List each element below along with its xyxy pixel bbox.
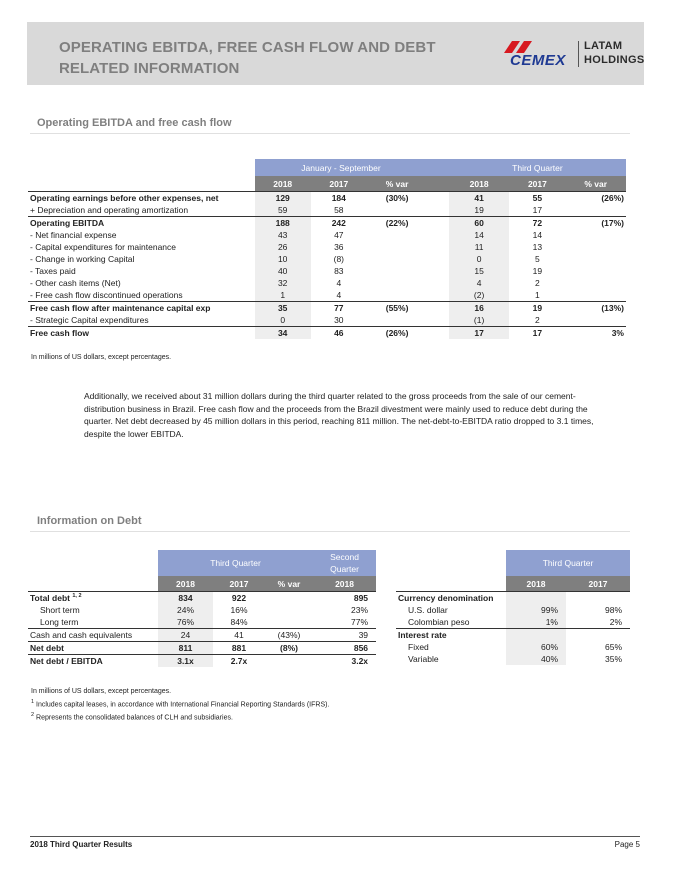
table-row [396, 604, 630, 616]
cell-value: 3% [565, 327, 626, 340]
row-label: - Free cash flow discontinued operations [30, 290, 183, 300]
blank-cell [28, 550, 158, 576]
row-label: Operating EBITDA [28, 217, 255, 230]
gap-cell [427, 217, 449, 230]
gap-cell [427, 192, 449, 205]
cell-value: (17%) [565, 217, 626, 230]
cell-value: 2.7x [213, 655, 265, 668]
cell-value: 0 [255, 314, 311, 327]
cell-value: 4 [336, 278, 342, 288]
cell-value [367, 277, 427, 289]
table-row [396, 616, 630, 629]
cell-value: 922 [213, 592, 265, 605]
table-row [28, 616, 376, 629]
table-row [28, 655, 376, 668]
row-label [28, 616, 158, 629]
cemex-latam-logo [498, 39, 645, 69]
cell-value: 26 [255, 241, 311, 253]
gap-cell [427, 204, 449, 217]
row-label: - Strategic Capital expenditures [30, 315, 149, 325]
table-row [28, 229, 626, 241]
gap-cell [427, 253, 449, 265]
cell-value: 0 [449, 253, 509, 265]
table-row [396, 641, 630, 653]
cell-value: (30%) [367, 192, 427, 205]
row-label [28, 655, 158, 668]
cell-value [367, 253, 427, 265]
cell-value [506, 629, 566, 642]
blank-cell [28, 159, 255, 176]
logo-cemex-text: CEMEX [510, 52, 566, 69]
cell-value: 39 [313, 629, 376, 642]
cell-value: 32 [255, 277, 311, 289]
cell-value: 99% [506, 604, 566, 616]
blank-cell [396, 550, 506, 576]
section-rule-ebitda [30, 133, 630, 134]
ebitda-table [28, 159, 626, 339]
body-paragraph: Additionally, we received about 31 million dollars during the third quarter related to the gross proceeds from the sale of our cement-distribution business in Brazil. Free cash flow and the proceeds from the Brazil divestment were mainly used to reduce debt during the quarter. Net debt decreased by 45 million dollars in this period, reaching 811 million. The net-debt-to-EBITDA ratio dropped to 3.1 times, despite the lower EBITDA. [84, 391, 594, 440]
table-row [28, 314, 626, 327]
col-header: 2018 [506, 576, 566, 592]
row-label-text: Long term [40, 617, 79, 627]
logo-latam-text [584, 39, 644, 67]
cell-value: 60 [449, 217, 509, 230]
row-label-text: Net debt / EBITDA [30, 656, 103, 666]
table-row [28, 629, 376, 642]
cell-value: 19 [532, 266, 543, 276]
ebitda-note: In millions of US dollars, except percentages. [31, 354, 172, 361]
cell-value [265, 592, 313, 605]
row-label: - Change in working Capital [30, 254, 135, 264]
gap-cell [427, 241, 449, 253]
table-row [28, 642, 376, 655]
gap-cell [427, 229, 449, 241]
cell-value: 23% [351, 605, 369, 615]
table-row [396, 592, 630, 605]
cell-value: 84% [230, 617, 248, 627]
gap-cell [427, 302, 449, 315]
table-row [28, 204, 626, 217]
cell-value: 43 [255, 229, 311, 241]
cell-value: 72 [509, 217, 565, 230]
col-header: % var [265, 576, 313, 592]
cell-value: 834 [158, 592, 213, 605]
cell-value: 55 [509, 192, 565, 205]
cell-value: 58 [334, 205, 344, 215]
col-header: 2018 [158, 576, 213, 592]
cell-value: 98% [605, 605, 623, 615]
group-header-third-quarter-right: Third Quarter [506, 550, 630, 576]
cell-value: 40 [255, 265, 311, 277]
cell-value: 15 [449, 265, 509, 277]
cell-value: 811 [158, 642, 213, 655]
row-label [28, 604, 158, 616]
cell-value: (13%) [565, 302, 626, 315]
cell-value: 19 [509, 302, 565, 315]
cell-value: 46 [311, 327, 367, 340]
cell-value: 3.1x [158, 655, 213, 668]
footnote-marker: 2 [31, 712, 35, 719]
cell-value [367, 241, 427, 253]
cell-value: 77 [311, 302, 367, 315]
cell-value: 16% [230, 605, 248, 615]
footer-rule [30, 836, 640, 837]
col-header: 2018 [449, 176, 509, 192]
table-row [28, 302, 626, 315]
logo-divider [578, 41, 579, 67]
col-header: 2017 [566, 576, 630, 592]
cell-value: 41 [449, 192, 509, 205]
row-label [28, 642, 158, 655]
cell-value: 3.2x [313, 655, 376, 668]
group-header-gap [427, 159, 449, 176]
cell-value: 83 [334, 266, 344, 276]
table-row [28, 217, 626, 230]
table-row [28, 592, 376, 605]
cell-value [566, 629, 630, 642]
gap-cell [427, 314, 449, 327]
table-row [28, 327, 626, 340]
footer-left [30, 840, 132, 849]
cell-value: 4 [336, 290, 342, 300]
cell-value: 19 [449, 204, 509, 217]
cell-value: (55%) [367, 302, 427, 315]
cell-value: 34 [255, 327, 311, 340]
row-label: - Taxes paid [30, 266, 76, 276]
row-label: - Capital expenditures for maintenance [30, 242, 176, 252]
table-row [28, 241, 626, 253]
debt-note-2 [31, 697, 329, 710]
debt-note-2-text: Includes capital leases, in accordance with International Financial Reporting Standards (IFRS). [36, 701, 330, 709]
cell-value [506, 592, 566, 605]
cell-value: 47 [334, 230, 344, 240]
debt-notes [31, 687, 329, 724]
cell-value: 10 [255, 253, 311, 265]
cell-value: 76% [158, 616, 213, 629]
page-header [27, 22, 644, 85]
gap-cell [427, 265, 449, 277]
cell-value: 30 [334, 315, 344, 325]
cell-value: (8) [333, 254, 344, 264]
cell-value: 36 [334, 242, 344, 252]
footer-report-name: 2018 Third Quarter Results [30, 840, 133, 849]
cell-value: (1) [449, 314, 509, 327]
table-row [396, 629, 630, 642]
cell-value: 1 [535, 290, 540, 300]
row-label: - Net financial expense [30, 230, 117, 240]
cell-value: 188 [255, 217, 311, 230]
cell-value: 40% [506, 653, 566, 665]
cell-value: (2) [449, 289, 509, 302]
row-label [28, 592, 158, 605]
cell-value: 17 [449, 327, 509, 340]
cell-value: 2 [535, 278, 540, 288]
debt-table [28, 550, 376, 667]
col-header: % var [367, 176, 427, 192]
row-label: Colombian peso [408, 617, 470, 627]
cell-value: 35 [255, 302, 311, 315]
second-quarter-line1: Second [330, 552, 359, 562]
table-row [28, 604, 376, 616]
cell-value: 35% [605, 654, 623, 664]
cell-value: (26%) [565, 192, 626, 205]
cell-value: (43%) [265, 629, 313, 642]
group-header-third-quarter: Third Quarter [449, 159, 626, 176]
col-header: 2018 [255, 176, 311, 192]
cell-value: 13 [532, 242, 543, 252]
cell-value: 60% [506, 641, 566, 653]
footer-page-number: Page 5 [614, 840, 640, 849]
cell-value: 4 [449, 277, 509, 289]
gap-cell [427, 289, 449, 302]
cell-value: 14 [449, 229, 509, 241]
page-title-line2: RELATED INFORMATION [59, 60, 240, 77]
row-label-text: Cash and cash equivalents [30, 630, 133, 640]
cell-value: 184 [311, 192, 367, 205]
cell-value [367, 204, 427, 217]
group-header-third-quarter: Third Quarter [158, 550, 313, 576]
blank-cell [396, 576, 506, 592]
row-label: - Other cash items (Net) [30, 278, 121, 288]
table-row [28, 253, 626, 265]
row-label-text: Net debt [30, 643, 64, 653]
debt-note-3-text: Represents the consolidated balances of CLH and subsidiaries. [36, 714, 233, 722]
table-row [396, 653, 630, 665]
col-header: 2017 [213, 576, 265, 592]
cell-value: 24% [158, 604, 213, 616]
page-title [59, 37, 436, 79]
cell-value: 881 [213, 642, 265, 655]
cell-value: 2% [609, 617, 623, 627]
row-label: Operating earnings before other expenses, net [28, 192, 255, 205]
cell-value [566, 592, 630, 605]
footnote-marker: 1, 2 [72, 593, 82, 600]
gap-cell [427, 327, 449, 340]
cell-value: (26%) [367, 327, 427, 340]
cell-value [367, 314, 427, 327]
cell-value: 65% [605, 642, 623, 652]
row-label-text: Total debt [30, 593, 70, 603]
cell-value: 1 [255, 289, 311, 302]
cell-value [565, 289, 626, 302]
logo-latam-line2: HOLDINGS [584, 54, 645, 66]
table-row [28, 277, 626, 289]
cell-value: 129 [255, 192, 311, 205]
cell-value [565, 314, 626, 327]
page-title-line1: OPERATING EBITDA, FREE CASH FLOW AND DEBT [59, 39, 436, 56]
cell-value: 2 [535, 315, 540, 325]
cell-value [265, 604, 313, 616]
cell-value: 77% [351, 617, 369, 627]
cell-value: 59 [255, 204, 311, 217]
debt-composition-table [396, 550, 630, 665]
row-label: + Depreciation and operating amortization [30, 205, 189, 215]
cell-value [565, 265, 626, 277]
cell-value: 242 [311, 217, 367, 230]
row-label: Free cash flow after maintenance capital exp [28, 302, 255, 315]
cell-value [565, 253, 626, 265]
cell-value [565, 241, 626, 253]
cell-value [265, 655, 313, 668]
cell-value [265, 616, 313, 629]
cell-value [367, 289, 427, 302]
second-quarter-line2: Quarter [330, 564, 359, 574]
row-label: Interest rate [396, 629, 506, 642]
row-label [28, 629, 158, 642]
logo-latam-line1: LATAM [584, 40, 623, 52]
cell-value: (8%) [265, 642, 313, 655]
col-header: 2018 [313, 576, 376, 592]
cell-value: 16 [449, 302, 509, 315]
row-label: Variable [408, 654, 439, 664]
row-label: U.S. dollar [408, 605, 448, 615]
cell-value: 5 [535, 254, 540, 264]
cell-value: (22%) [367, 217, 427, 230]
col-header: % var [565, 176, 626, 192]
row-label: Fixed [408, 642, 429, 652]
row-label: Currency denomination [396, 592, 506, 605]
table-row [28, 289, 626, 302]
debt-note-3 [31, 710, 329, 723]
group-header-jan-sep: January - September [255, 159, 428, 176]
cell-value [565, 229, 626, 241]
col-header-gap [427, 176, 449, 192]
footnote-marker: 1 [31, 699, 35, 705]
cell-value [565, 277, 626, 289]
gap-cell [427, 277, 449, 289]
cell-value: 856 [313, 642, 376, 655]
section-rule-debt [30, 531, 630, 532]
cell-value: 17 [532, 205, 543, 215]
cell-value: 24 [158, 629, 213, 642]
cell-value: 11 [449, 241, 509, 253]
table-row [28, 192, 626, 205]
row-label: Free cash flow [28, 327, 255, 340]
section-title-ebitda: Operating EBITDA and free cash flow [37, 117, 232, 129]
section-title-debt: Information on Debt [37, 515, 142, 527]
cell-value [565, 204, 626, 217]
blank-cell [28, 576, 158, 592]
blank-cell [28, 176, 255, 192]
group-header-second-quarter [313, 550, 376, 576]
cell-value [367, 265, 427, 277]
cell-value: 14 [532, 230, 543, 240]
cell-value: 17 [509, 327, 565, 340]
cell-value [367, 229, 427, 241]
row-label-text: Short term [40, 605, 80, 615]
cell-value: 1% [506, 616, 566, 629]
table-row [28, 265, 626, 277]
debt-note-1: In millions of US dollars, except percentages. [31, 688, 172, 695]
cell-value: 895 [313, 592, 376, 605]
col-header: 2017 [509, 176, 565, 192]
col-header: 2017 [311, 176, 367, 192]
cell-value: 41 [213, 629, 265, 642]
